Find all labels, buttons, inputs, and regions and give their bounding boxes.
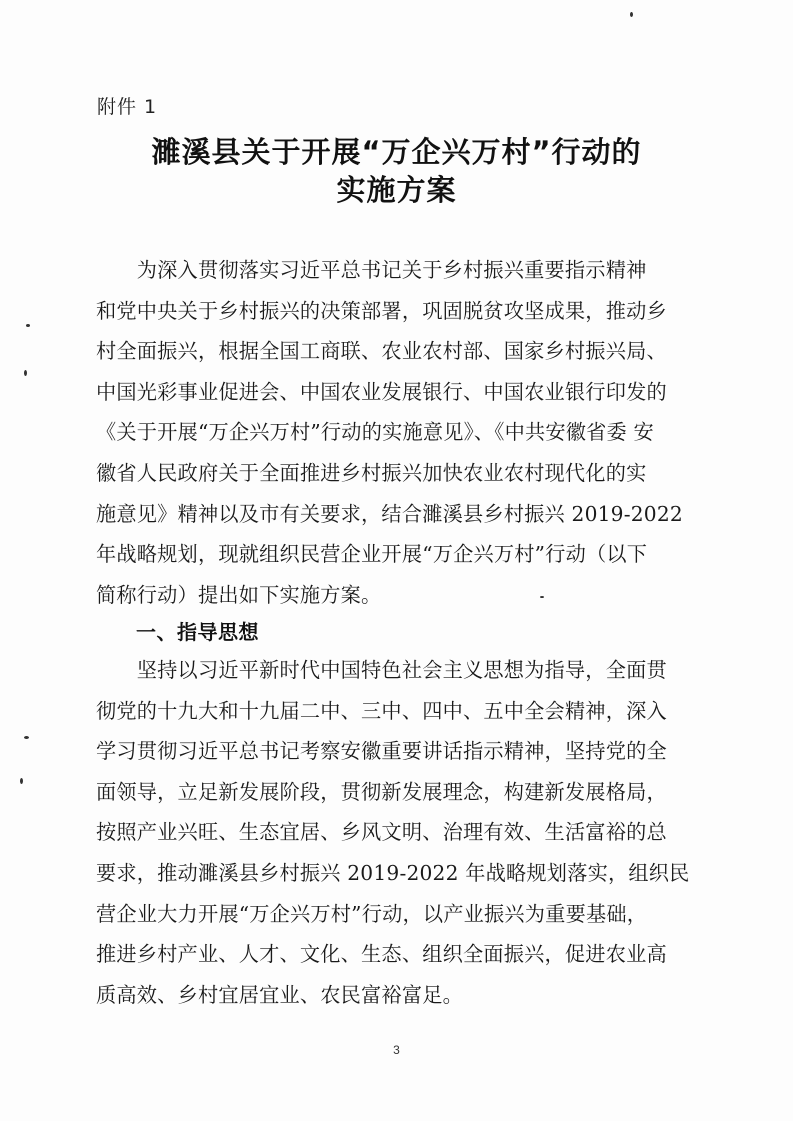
paragraph-line: 和党中央关于乡村振兴的决策部署，巩固脱贫攻坚成果，推动乡	[96, 298, 667, 323]
paragraph-line: 中国光彩事业促进会、中国农业发展银行、中国农业银行印发的	[96, 379, 667, 404]
scan-speck	[540, 596, 544, 598]
paragraph-line: 彻党的十九大和十九届二中、三中、四中、五中全会精神，深入	[96, 698, 667, 723]
paragraph-line: 徽省人民政府关于全面推进乡村振兴加快农业农村现代化的实	[96, 460, 647, 485]
page-number: 3	[393, 1043, 400, 1057]
section-heading-guiding-ideology: 一、指导思想	[136, 620, 259, 644]
paragraph-line: 要求，推动濉溪县乡村振兴 2019-2022 年战略规划落实，组织民	[96, 860, 690, 885]
scan-speck	[26, 324, 30, 327]
scan-speck	[24, 736, 29, 739]
scan-speck	[20, 778, 23, 784]
paragraph-line: 《关于开展“万企兴万村”行动的实施意见》、《中共安徽省委 安	[96, 420, 654, 445]
paragraph-line: 按照产业兴旺、生态宜居、乡风文明、治理有效、生活富裕的总	[96, 820, 667, 845]
guiding-ideology-paragraph	[96, 650, 706, 1015]
attachment-label: 附件 1	[97, 96, 158, 118]
scan-speck	[630, 12, 633, 17]
paragraph-line: 营企业大力开展“万企兴万村”行动，以产业振兴为重要基础，	[96, 901, 648, 926]
paragraph-line: 简称行动）提出如下实施方案。	[96, 582, 382, 607]
paragraph-line: 年战略规划，现就组织民营企业开展“万企兴万村”行动（以下	[96, 542, 648, 567]
document-title-line-1: 濉溪县关于开展“万企兴万村”行动的	[151, 135, 642, 169]
paragraph-line: 学习贯彻习近平总书记考察安徽重要讲话指示精神，坚持党的全	[96, 739, 667, 764]
paragraph-line: 面领导，立足新发展阶段，贯彻新发展理念，构建新发展格局，	[96, 779, 667, 804]
paragraph-line: 坚持以习近平新时代中国特色社会主义思想为指导，全面贯	[96, 658, 667, 682]
paragraph-line: 为深入贯彻落实习近平总书记关于乡村振兴重要指示精神	[96, 258, 647, 282]
paragraph-line: 推进乡村产业、人才、文化、生态、组织全面振兴，促进农业高	[96, 942, 667, 967]
document-title-line-2: 实施方案	[336, 173, 457, 207]
scan-speck	[24, 370, 27, 376]
paragraph-line: 村全面振兴，根据全国工商联、农业农村部、国家乡村振兴局、	[96, 339, 667, 364]
intro-paragraph	[96, 250, 706, 615]
paragraph-line: 施意见》精神以及市有关要求，结合濉溪县乡村振兴 2019-2022	[96, 501, 683, 526]
paragraph-line: 质高效、乡村宜居宜业、农民富裕富足。	[96, 982, 463, 1007]
